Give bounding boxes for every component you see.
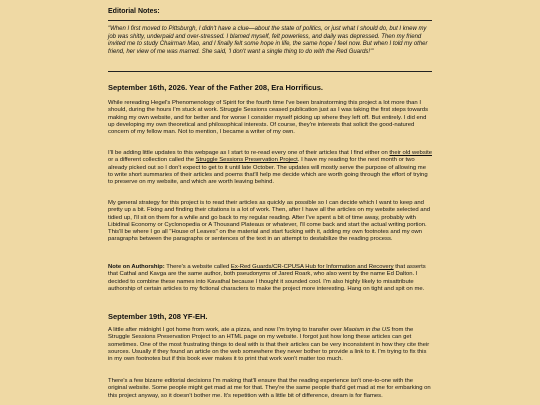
entry-paragraph: While rereading Hegel's Phenomenology of Spirit for the fourth time I've been brainstorming this project a lot more than I should, during the hours I'm stuck at work. Struggle Sessions ceased publication just as I was taking the first steps towards making my own website, and for better and for worse I consider myself picking up where they left off. But entirely. I did end up developing my own theoretical and philosophical interests. Of course, they're interests that solicit the good-natured concern of my fellow man. Not to mention, I became a writer of my own. [108, 100, 429, 136]
old-website-link[interactable]: their old website [389, 150, 432, 156]
ex-red-guards-hub-link[interactable]: Ex-Red Guards/CR-CPUSA Hub for Information and Recovery [230, 264, 394, 270]
paragraph-text: A little after midnight I got home from work, ate a pizza, and now I'm trying to transfer over [108, 327, 344, 333]
paragraph-text: . I have my reading for the next month or two already picked out so I don't expect to get to it until late October. The updates will mostly serve the purpose of allowing me to write short summaries of their articles and poems that'll help me decide which are worth going through the effort of trying to preserve on my website, and which are worth leaving behind. [108, 157, 428, 186]
paragraph-text: I'll be adding little updates to this webpage as I start to re-read every one of their articles that I find either on [108, 150, 390, 156]
paragraph-text: or a different collection called the [108, 157, 196, 164]
paragraph-text: There's a website called [164, 264, 231, 270]
entry-paragraph: There's a few bizarre editorial decisions I'm making that'll ensure that the reading experience isn't one-to-one with the original website. Some people might get mad at me for that. They're the same people that'd get mad at me for embarking on this project anyway, so it doesn't bother me. It's repetition with a little bit of difference, dream is for flames. [108, 378, 431, 399]
paragraph-text: from the Struggle Sessions Preservation Project to an HTML page on my website. I forgot just how long these articles can get sometimes. One of the most frustrating things to deal with is that their articles can be very inconsistent in how they cite their sources. Usually if they found an article on the web somewhere they never bother to provide a link to it. I'm trying to fix this in my own footnotes but if this book ever makes it to print that work won't matter too much. [108, 327, 430, 363]
authorship-note-label: Note on Authorship: [108, 264, 165, 270]
entry-date-heading: September 19th, 208 YF-EH. [108, 312, 208, 321]
paragraph-text: that asserts that Cathal and Kavga are the same author, both pseudonyms of Jared Roark, who also went by the name Ed Dalton. I decided to combine these names into Kavathal because I thought it sounded cool. I'm also highly likely to misattribute authorship of certain articles to my fictional characters to make the project more interesting. Hang on tight and spit on me. [108, 264, 426, 292]
epigraph-quote: "When I first moved to Pittsburgh, I didn't have a clue—about the state of politics, or just what I should do, but I knew my job was shitty, underpaid and over-stressed. I blamed myself, felt powerless, and daily was depressed. Then my friend invited me to study Chairman Mao, and I finally felt some hope in life, the same hope I feel now. But when I told my other friend, her view of me was marred. She said, 'I don't want a single thing to do with the Red Guards!'" [108, 26, 428, 55]
divider [108, 71, 432, 72]
editorial-notes-heading: Editorial Notes: [108, 8, 160, 15]
entry-paragraph: My general strategy for this project is to read their articles as quickly as possible so I can decide which I want to keep and pretty up a bit. Fixing and finding their citations is a lot of work. Then, after I have all the articles on my website selected and tidied up, I'll sit on them for a while and go back to my regular reading. After I've spent a bit of time away, probably with Libidinal Economy or Cyclonopedia or A Thousand Plateaus or whatever, I'll come back and start the actual writing portion. This'll be where I go all "House of Leaves" on the material and start fucking with it, adding my own footnotes and my own paragraphs between the paragraphs or sentences of the text in an attempt to destabilize the reading process. [108, 200, 431, 243]
entry-paragraph [108, 264, 432, 293]
entry-paragraph [108, 327, 432, 363]
entry-date-heading: September 16th, 2026. Year of the Father 208, Era Horrificus. [108, 83, 323, 92]
book-title: Maoism in the US [343, 327, 391, 333]
entry-paragraph [108, 150, 432, 186]
preservation-project-link[interactable]: Struggle Sessions Preservation Project [195, 157, 298, 164]
divider [108, 20, 432, 21]
